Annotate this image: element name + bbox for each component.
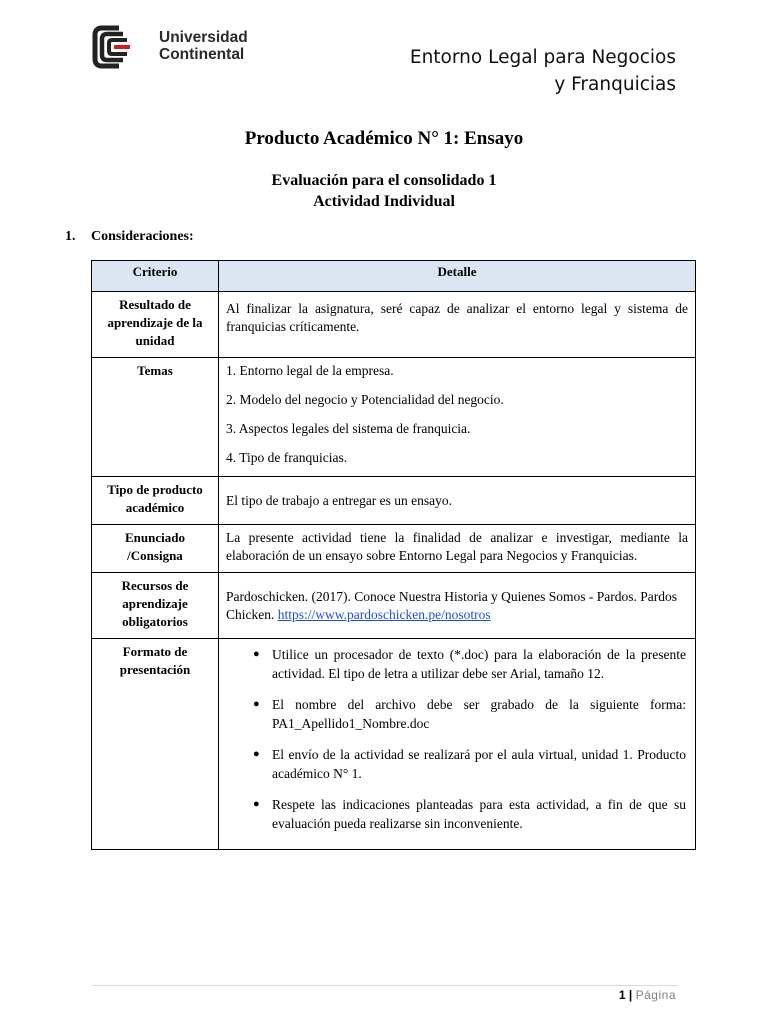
tema-item: 4. Tipo de franquicias.	[226, 450, 348, 465]
course-title-line2: y Franquicias	[554, 74, 676, 95]
detalle-cell	[219, 573, 696, 639]
criteria-table	[91, 260, 696, 850]
course-title	[410, 44, 676, 98]
page-label: Página	[635, 988, 676, 1002]
criterio-cell: Temas	[92, 358, 219, 477]
logo-emblem-icon	[92, 25, 152, 69]
course-title-line1: Entorno Legal para Negocios	[409, 47, 676, 68]
subtitle-line2: Actividad Individual	[313, 193, 455, 210]
footer-separator: |	[628, 988, 633, 1002]
page-footer	[619, 988, 676, 1002]
tema-item: 3. Aspectos legales del sistema de franquicia.	[226, 421, 471, 436]
bullet-item: ● Respete las indicaciones planteadas para esta actividad, a fin de que su evaluación pueda realizarse sin inconveniente.	[226, 795, 686, 833]
logo-line1: Universidad	[159, 29, 248, 46]
bullet-item: ● El envío de la actividad se realizará por el aula virtual, unidad 1. Producto académico N° 1.	[226, 745, 686, 783]
detalle-text: El tipo de trabajo a entregar es un ensayo.	[226, 492, 453, 508]
header-detalle: Detalle	[219, 261, 696, 292]
table-row	[92, 477, 696, 525]
table-header-row	[92, 261, 696, 292]
bullet-item: ● El nombre del archivo debe ser grabado de la siguiente forma: PA1_Apellido1_Nombre.doc	[226, 695, 686, 733]
tema-item: 1. Entorno legal de la empresa.	[226, 363, 394, 378]
formato-bullet-list	[226, 645, 686, 833]
document-title: Producto Académico N° 1: Ensayo	[244, 128, 524, 149]
table-row	[92, 358, 696, 477]
table-row	[92, 573, 696, 639]
footer-divider	[92, 985, 678, 986]
temas-cell	[219, 358, 696, 477]
detalle-cell	[219, 292, 696, 358]
university-logo	[92, 25, 262, 69]
detalle-text: Pardoschicken. (2017). Conoce Nuestra Historia y Quienes Somos - Pardos. Pardos Chicken.	[226, 588, 678, 622]
table-row	[92, 525, 696, 573]
criterio-cell: Tipo de producto académico	[92, 477, 219, 525]
detalle-cell	[219, 477, 696, 525]
bullet-item: ● Utilice un procesador de texto (*.doc) para la elaboración de la presente actividad. El tipo de letra a utilizar debe ser Arial, tamaño 12.	[226, 645, 686, 683]
logo-line2: Continental	[159, 46, 245, 63]
tema-item: 2. Modelo del negocio y Potencialidad del negocio.	[226, 392, 504, 407]
formato-cell	[219, 639, 696, 850]
page-number: 1	[618, 988, 626, 1002]
detalle-text: La presente actividad tiene la finalidad de analizar e investigar, mediante la elaboración de un ensayo sobre Entorno Legal para Negocios y Franquicias.	[226, 530, 688, 563]
detalle-cell	[219, 525, 696, 573]
criterio-cell: Recursos de aprendizaje obligatorios	[92, 573, 219, 639]
table-row	[92, 292, 696, 358]
detalle-text: Al finalizar la asignatura, seré capaz de analizar el entorno legal y sistema de franquicias críticamente.	[226, 301, 688, 334]
subtitle-line1: Evaluación para el consolidado 1	[271, 172, 497, 189]
section-heading	[65, 229, 194, 245]
section-number: 1.	[65, 229, 76, 244]
section-label: Consideraciones:	[91, 229, 194, 244]
criterio-cell: Resultado de aprendizaje de la unidad	[92, 292, 219, 358]
table-row	[92, 639, 696, 850]
criterio-cell: Enunciado /Consigna	[92, 525, 219, 573]
criterio-cell: Formato de presentación	[92, 639, 219, 850]
resource-link[interactable]: https://www.pardoschicken.pe/nosotros	[277, 606, 491, 622]
document-subtitle	[0, 170, 768, 212]
header-criterio: Criterio	[92, 261, 219, 292]
